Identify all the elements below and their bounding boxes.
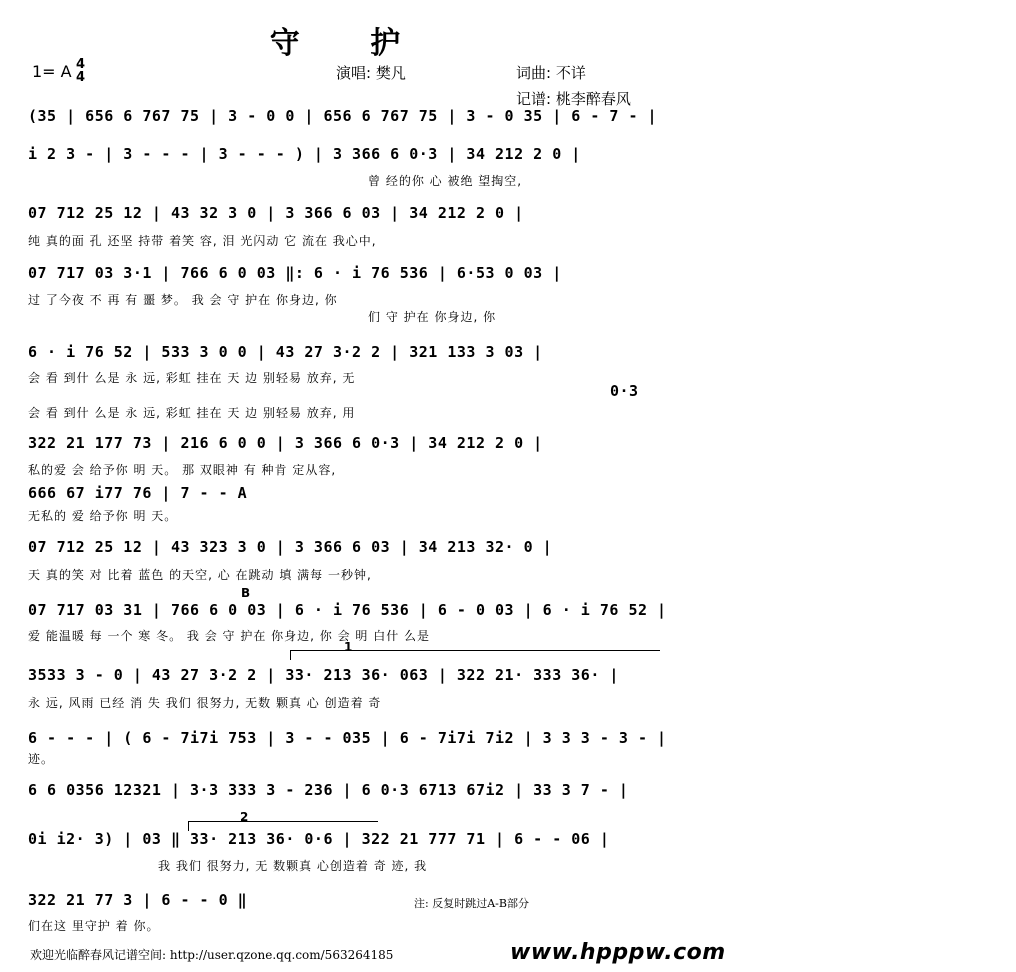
lyric-row-4: 过 了今夜 不 再 有 噩 梦。 我 会 守 护在 你身边, 你 xyxy=(28,293,338,307)
lyric-row-2: 曾 经的你 心 被绝 望掏空, xyxy=(368,174,523,188)
lyric-row-3: 纯 真的面 孔 还坚 持带 着笑 容, 泪 光闪动 它 流在 我心中, xyxy=(28,234,377,248)
lyric-row-13: 我 我们 很努力, 无 数颗真 心创造着 奇 迹, 我 xyxy=(158,859,428,873)
score-row-5: 6 · i 76 52 | 533 3 0 0 | 43 27 3·2 2 | 321 133 3 03 | xyxy=(28,343,676,361)
page-title: 守 护 xyxy=(269,26,431,61)
volta-1-label: 1 xyxy=(344,640,353,654)
score-row-1: (35 | 656 6 767 75 | 3 - 0 0 | 656 6 767 75 | 3 - 0 35 | 6 - 7 - | xyxy=(28,107,676,125)
score-row-8: 07 712 25 12 | 43 323 3 0 | 3 366 6 03 | 34 213 32· 0 | xyxy=(28,538,676,556)
score-row-14: 322 21 77 3 | 6 - - 0 ‖ xyxy=(28,891,288,909)
score-row-10: 3533 3 - 0 | 43 27 3·2 2 | 33· 213 36· 063 | 322 21· 333 36· | xyxy=(28,666,676,684)
score-row-2: i 2 3 - | 3 - - - | 3 - - - ) | 3 366 6 0·3 | 34 212 2 0 | xyxy=(28,145,676,163)
transcriber-credit: 记谱: 桃李醉春风 xyxy=(516,90,631,108)
time-signature-bottom: 4 xyxy=(76,70,86,85)
score-row-5b: 0·3 xyxy=(610,382,670,400)
key-signature: 1= A xyxy=(32,62,72,81)
score-row-4: 07 717 03 3·1 | 766 6 0 03 ‖: 6 · i 76 536 | 6·53 0 03 | xyxy=(28,264,676,282)
time-signature xyxy=(76,58,85,84)
score-row-3: 07 712 25 12 | 43 32 3 0 | 3 366 6 03 | 34 212 2 0 | xyxy=(28,204,676,222)
repeat-note: 注: 反复时跳过A-B部分 xyxy=(414,897,529,910)
volta-1-start xyxy=(290,650,291,660)
score-row-11: 6 - - - | ( 6 - 7i7i 753 | 3 - - 035 | 6 - 7i7i 7i2 | 3 3 3 - 3 - | xyxy=(28,729,676,747)
lyric-row-8: 天 真的笑 对 比着 蓝色 的天空, 心 在跳动 填 满每 一秒钟, xyxy=(28,568,372,582)
score-row-13: 0i i2· 3) | 03 ‖ 33· 213 36· 0·6 | 322 21 777 71 | 6 - - 06 | xyxy=(28,830,676,848)
lyric-row-11: 迹。 xyxy=(28,752,55,766)
composer-credit: 词曲: 不详 xyxy=(516,64,586,82)
score-row-7: 666 67 i77 76 | 7 - - A xyxy=(28,484,676,502)
lyric-row-14: 们在这 里守护 着 你。 xyxy=(28,919,160,933)
volta-2-line xyxy=(188,821,378,822)
score-row-12: 6 6 0356 12321 | 3·3 333 3 - 236 | 6 0·3 6713 67i2 | 33 3 7 - | xyxy=(28,781,676,799)
marker-b: B xyxy=(241,586,251,600)
lyric-row-6: 私的爱 会 给予你 明 天。 那 双眼神 有 种肯 定从容, xyxy=(28,463,337,477)
volta-2-label: 2 xyxy=(240,810,249,824)
lyric-row-5: 会 看 到什 么是 永 远, 彩虹 挂在 天 边 别轻易 放弃, 无 xyxy=(28,371,356,385)
lyric-row-4b: 们 守 护在 你身边, 你 xyxy=(368,310,497,324)
time-signature-top: 4 xyxy=(76,57,86,72)
score-row-9: 07 717 03 31 | 766 6 0 03 | 6 · i 76 536 | 6 - 0 03 | 6 · i 76 52 | xyxy=(28,601,676,619)
lyric-row-9: 爱 能温暖 每 一个 寒 冬。 我 会 守 护在 你身边, 你 会 明 白什 么是 xyxy=(28,629,431,643)
score-row-6: 322 21 177 73 | 216 6 0 0 | 3 366 6 0·3 | 34 212 2 0 | xyxy=(28,434,676,452)
footer-link[interactable]: 欢迎光临醉春风记谱空间: http://user.qzone.qq.com/563264185 xyxy=(30,948,394,962)
site-logo: www.hpppw.com xyxy=(510,940,726,965)
lyric-row-5b: 会 看 到什 么是 永 远, 彩虹 挂在 天 边 别轻易 放弃, 用 xyxy=(28,406,356,420)
singer-credit: 演唱: 樊凡 xyxy=(336,64,406,82)
lyric-row-7: 无私的 爱 给予你 明 天。 xyxy=(28,509,178,523)
lyric-row-10: 永 远, 风雨 已经 消 失 我们 很努力, 无数 颗真 心 创造着 奇 xyxy=(28,696,382,710)
